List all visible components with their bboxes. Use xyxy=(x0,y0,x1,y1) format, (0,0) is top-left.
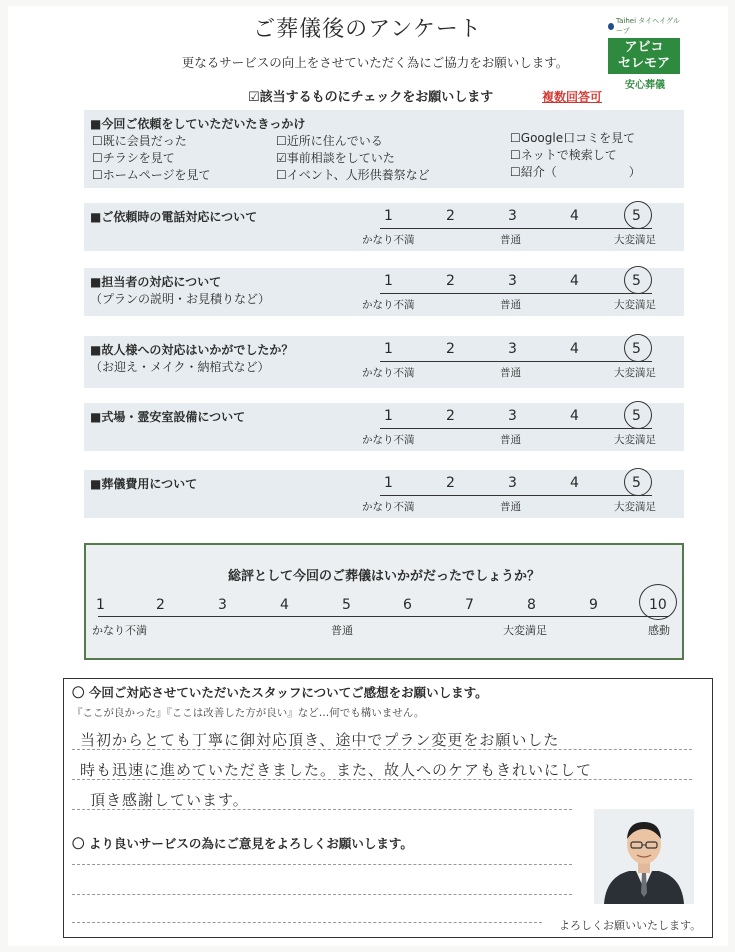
logo-name-line1: アビコ xyxy=(624,40,664,55)
rating-scale xyxy=(362,208,672,248)
rating-question-title: ■故人様への対応はいかがでしたか？ xyxy=(90,343,294,357)
check-instruction-text: 該当するものにチェックをお願いします xyxy=(259,90,494,105)
rating-option-5[interactable]: 5 xyxy=(632,273,641,289)
rating-option-4[interactable]: 4 xyxy=(570,408,579,424)
rating-scale-line xyxy=(380,495,652,496)
overall-option-9[interactable]: 9 xyxy=(589,597,598,613)
overall-option-7[interactable]: 7 xyxy=(465,597,474,613)
q1-option[interactable] xyxy=(276,166,430,183)
selected-rating-circle xyxy=(624,201,652,229)
logo-name-line2: セレモア xyxy=(617,56,670,71)
overall-option-6[interactable]: 6 xyxy=(403,597,412,613)
comments-section xyxy=(63,678,713,938)
overall-option-10[interactable]: 10 xyxy=(649,597,667,613)
rating-option-5[interactable]: 5 xyxy=(632,475,641,491)
rating-label-mid: 普通 xyxy=(500,501,521,513)
q1-option[interactable] xyxy=(510,129,635,146)
overall-title: 総評として今回のご葬儀はいかがだったでしょうか？ xyxy=(227,569,540,584)
overall-option-3[interactable]: 3 xyxy=(218,597,227,613)
rating-scale-line xyxy=(380,293,652,294)
overall-label-low: かなり不満 xyxy=(92,624,147,637)
rating-option-1[interactable]: 1 xyxy=(384,408,393,424)
staff-feedback-heading: 〇 今回ご対応させていただいたスタッフについてご感想をお願いします。 xyxy=(72,685,488,700)
company-logo xyxy=(608,16,682,91)
overall-scale-line xyxy=(98,616,668,617)
staff-feedback-hint: 『ここが良かった』『ここは改善した方が良い』など…何でも構いません。 xyxy=(72,707,425,719)
checkbox-checked-icon: ☑ xyxy=(248,90,260,105)
overall-option-1[interactable]: 1 xyxy=(96,597,105,613)
multiple-answers-note: 複数回答可 xyxy=(542,90,603,104)
checkbox-icon[interactable]: ☐ xyxy=(276,168,287,182)
rating-option-1[interactable]: 1 xyxy=(384,475,393,491)
rating-label-high: 大変満足 xyxy=(614,434,656,446)
handwritten-line-3: 頂き感謝しています。 xyxy=(90,791,249,809)
selected-rating-circle xyxy=(624,468,652,496)
rating-option-3[interactable]: 3 xyxy=(508,408,517,424)
q1-option-label: Google口コミを見て xyxy=(520,131,636,145)
rating-option-2[interactable]: 2 xyxy=(446,475,455,491)
rating-option-3[interactable]: 3 xyxy=(508,341,517,357)
rating-label-high: 大変満足 xyxy=(614,299,656,311)
q1-option-label: チラシを見て xyxy=(102,151,175,165)
q1-option-label: ホームページを見て xyxy=(102,168,211,182)
rating-option-2[interactable]: 2 xyxy=(446,273,455,289)
rating-option-3[interactable]: 3 xyxy=(508,273,517,289)
rating-option-3[interactable]: 3 xyxy=(508,475,517,491)
answer-rule xyxy=(72,922,542,923)
rating-option-2[interactable]: 2 xyxy=(446,341,455,357)
check-instruction xyxy=(248,86,493,105)
rating-option-5[interactable]: 5 xyxy=(632,208,641,224)
overall-label-mid: 普通 xyxy=(331,624,353,637)
handwritten-line-1: 当初からとても丁寧に御対応頂き、途中でプラン変更をお願いした xyxy=(80,731,560,749)
rating-scale xyxy=(362,341,672,381)
rating-label-mid: 普通 xyxy=(500,299,521,311)
rating-question-title: ■葬儀費用について xyxy=(90,477,198,491)
selected-rating-circle xyxy=(624,334,652,362)
q1-option-label: ネットで検索して xyxy=(520,148,617,162)
overall-option-8[interactable]: 8 xyxy=(527,597,536,613)
q1-title: ■今回ご依頼をしていただいたきっかけ xyxy=(90,117,306,131)
q1-option[interactable] xyxy=(510,146,617,163)
brand-line xyxy=(608,16,682,36)
q1-option-label: 既に会員だった xyxy=(102,134,187,148)
rating-label-low: かなり不満 xyxy=(362,234,415,246)
rating-scale xyxy=(362,273,672,313)
checkbox-icon[interactable]: ☐ xyxy=(92,168,103,182)
rating-scale xyxy=(362,408,672,448)
selected-rating-circle xyxy=(624,401,652,429)
overall-option-4[interactable]: 4 xyxy=(280,597,289,613)
overall-option-5[interactable]: 5 xyxy=(342,597,351,613)
q1-option-label: 近所に住んでいる xyxy=(286,134,383,148)
rating-label-mid: 普通 xyxy=(500,367,521,379)
answer-rule xyxy=(72,864,572,865)
rating-question-subtitle: （お迎え・メイク・納棺式など） xyxy=(90,360,270,374)
q1-option[interactable] xyxy=(92,166,211,183)
rating-option-1[interactable]: 1 xyxy=(384,341,393,357)
rating-option-4[interactable]: 4 xyxy=(570,208,579,224)
rating-question-title: ■ご依頼時の電話対応について xyxy=(90,210,258,224)
rating-option-4[interactable]: 4 xyxy=(570,273,579,289)
rating-label-mid: 普通 xyxy=(500,434,521,446)
rating-option-4[interactable]: 4 xyxy=(570,341,579,357)
rating-label-high: 大変満足 xyxy=(614,367,656,379)
rating-label-low: かなり不満 xyxy=(362,299,415,311)
logo-box xyxy=(608,38,680,74)
brand-text: Taihei タイヘイグループ xyxy=(615,17,680,35)
q1-option-label: イベント、人形供養祭など xyxy=(286,168,430,182)
checkbox-checked-icon[interactable]: ☑ xyxy=(276,151,287,165)
overall-label-high: 大変満足 xyxy=(503,624,547,637)
q1-option[interactable] xyxy=(276,149,395,166)
rating-option-4[interactable]: 4 xyxy=(570,475,579,491)
rating-option-3[interactable]: 3 xyxy=(508,208,517,224)
checkbox-icon[interactable]: ☐ xyxy=(276,134,287,148)
checkbox-icon[interactable]: ☐ xyxy=(510,131,521,145)
logo-tagline: 安心葬儀 xyxy=(625,80,665,91)
page-title: ご葬儀後のアンケート xyxy=(253,17,482,42)
rating-option-5[interactable]: 5 xyxy=(632,341,641,357)
q1-option[interactable] xyxy=(92,149,175,166)
rating-scale xyxy=(362,475,672,515)
answer-rule xyxy=(72,894,572,895)
rating-scale-line xyxy=(380,428,652,429)
rating-question-title: ■式場・霊安室設備について xyxy=(90,410,246,424)
checkbox-icon[interactable]: ☐ xyxy=(92,151,103,165)
rating-option-2[interactable]: 2 xyxy=(446,408,455,424)
staff-signoff: よろしくお願いいたします。 xyxy=(559,919,702,932)
q1-option[interactable] xyxy=(276,132,383,149)
q1-option[interactable] xyxy=(92,132,187,149)
rating-label-high: 大変満足 xyxy=(614,501,656,513)
staff-photo xyxy=(594,809,694,904)
handwritten-line-2: 時も迅速に進めていただきました。また、故人へのケアもきれいにして xyxy=(80,761,593,779)
rating-label-low: かなり不満 xyxy=(362,367,415,379)
rating-scale-line xyxy=(380,228,652,229)
staff-portrait-icon xyxy=(594,809,694,904)
rating-question-title: ■担当者の対応について xyxy=(90,275,222,289)
rating-option-2[interactable]: 2 xyxy=(446,208,455,224)
overall-selected-circle xyxy=(639,584,677,620)
overall-rating xyxy=(84,543,684,660)
overall-label-top: 感動 xyxy=(648,624,670,637)
rating-scale-line xyxy=(380,361,652,362)
q1-option-label: 事前相談をしていた xyxy=(286,151,395,165)
overall-option-2[interactable]: 2 xyxy=(156,597,165,613)
rating-option-5[interactable]: 5 xyxy=(632,408,641,424)
rating-label-mid: 普通 xyxy=(500,234,521,246)
rating-question-subtitle: （プランの説明・お見積りなど） xyxy=(90,292,271,306)
brand-dot-icon xyxy=(608,23,614,30)
selected-rating-circle xyxy=(624,266,652,294)
page-subtitle: 更なるサービスの向上をさせていただく為にご協力をお願いします。 xyxy=(181,55,569,70)
checkbox-icon[interactable]: ☐ xyxy=(510,148,521,162)
service-feedback-heading: 〇 より良いサービスの為にご意見をよろしくお願いします。 xyxy=(72,836,413,851)
checkbox-icon[interactable]: ☐ xyxy=(92,134,103,148)
rating-label-low: かなり不満 xyxy=(362,434,415,446)
rating-option-1[interactable]: 1 xyxy=(384,208,393,224)
q1-option[interactable] xyxy=(510,163,641,180)
checkbox-icon[interactable]: ☐ xyxy=(510,165,521,179)
rating-label-high: 大変満足 xyxy=(614,234,656,246)
q1-option-label: 紹介（ ） xyxy=(520,165,641,179)
rating-label-low: かなり不満 xyxy=(362,501,415,513)
rating-option-1[interactable]: 1 xyxy=(384,273,393,289)
